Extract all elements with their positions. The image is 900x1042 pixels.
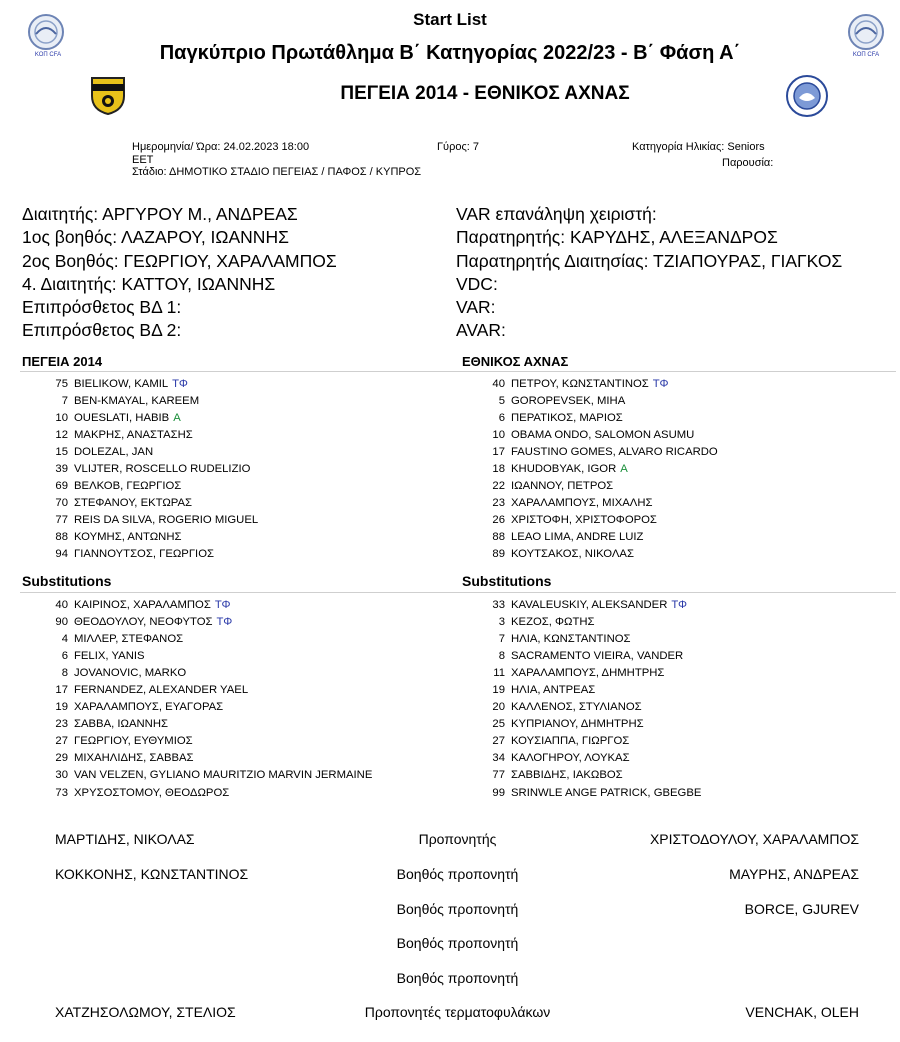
player-number: 4 [61, 633, 68, 646]
player-number: 99 [492, 786, 505, 799]
official-avar: AVAR: [456, 320, 506, 341]
official-referee-observer: Παρατηρητής Διαιτησίας: ΤΖΙΑΠΟΥΡΑΣ, ΓΙΑΓΚΟΣ [456, 250, 843, 271]
player-number: 88 [55, 531, 68, 544]
player-number: 88 [492, 531, 505, 544]
player-name: OBAMA ONDO, SALOMON ASUMU [511, 429, 695, 442]
away-staff-name: ΧΡΙΣΤΟΔΟΥΛΟΥ, ΧΑΡΑΛΑΜΠΟΣ [649, 831, 859, 847]
player-name: BIELIKOW, KAMIL [74, 378, 169, 390]
player-row [38, 478, 258, 495]
player-name: ΙΩΑΝΝΟΥ, ΠΕΤΡΟΣ [511, 480, 614, 493]
round: Γύρος: 7 [437, 141, 479, 153]
player-row [38, 427, 258, 444]
staff-role: Βοηθός προπονητή [396, 866, 519, 882]
player-name: ΒΕΛΚΟΒ, ΓΕΩΡΓΙΟΣ [74, 480, 182, 493]
officials-right [456, 203, 842, 343]
player-number: 33 [492, 599, 505, 611]
home-subs-header: Substitutions [22, 573, 112, 589]
player-row [38, 750, 372, 767]
player-row [38, 682, 372, 699]
player-name: ΧΑΡΑΛΑΜΠΟΥΣ, ΜΙΧΑΛΗΣ [511, 497, 653, 510]
goalkeeper-badge: ΤΦ [216, 616, 233, 629]
player-number: 70 [55, 497, 68, 510]
staff-role: Βοηθός προπονητή [396, 935, 519, 951]
player-number: 90 [55, 616, 68, 629]
player-name: ΧΑΡΑΛΑΜΠΟΥΣ, ΕΥΑΓΟΡΑΣ [74, 701, 224, 714]
player-name: BEN-KMAYAL, KAREEM [74, 395, 200, 408]
away-staff-name: ΜΑΥΡΗΣ, ΑΝΔΡΕΑΣ [729, 866, 859, 882]
match-date-time: Ημερομηνία/ Ώρα: 24.02.2023 18:00 [132, 141, 310, 153]
age-category: Κατηγορία Ηλικίας: Seniors [632, 141, 765, 153]
player-row [38, 597, 372, 614]
player-name: FERNANDEZ, ALEXANDER YAEL [74, 684, 249, 697]
goalkeeper-badge: ΤΦ [652, 378, 669, 390]
player-row [38, 461, 258, 478]
player-row [38, 444, 258, 461]
stadium: Στάδιο: ΔΗΜΟΤΙΚΟ ΣΤΑΔΙΟ ΠΕΓΕΙΑΣ / ΠΑΦΟΣ / ΚΥΠΡΟΣ [132, 166, 422, 178]
player-number: 29 [55, 752, 68, 765]
player-number: 15 [55, 446, 68, 459]
player-number: 23 [55, 718, 68, 731]
player-number: 40 [492, 378, 505, 390]
player-number: 27 [55, 735, 68, 748]
home-team-crest [88, 74, 128, 116]
attendance: Παρουσία: [722, 157, 774, 169]
player-name: ΚΑΙΡΙΝΟΣ, ΧΑΡΑΛΑΜΠΟΣ [74, 599, 211, 611]
divider [20, 592, 896, 593]
player-row [475, 648, 701, 665]
player-row [475, 631, 701, 648]
player-row [475, 682, 701, 699]
official-assistant-1: 1ος βοηθός: ΛΑΖΑΡΟΥ, ΙΩΑΝΝΗΣ [22, 227, 289, 248]
player-number: 19 [492, 684, 505, 697]
player-row [475, 767, 701, 784]
player-row [38, 631, 372, 648]
player-number: 25 [492, 718, 505, 731]
player-row [475, 495, 718, 512]
player-number: 77 [492, 769, 505, 782]
player-row [38, 733, 372, 750]
player-number: 6 [498, 412, 505, 425]
player-name: ΠΕΤΡΟΥ, ΚΩΝΣΤΑΝΤΙΝΟΣ [511, 378, 649, 390]
player-name: DOLEZAL, JAN [74, 446, 154, 459]
player-name: ΚΟΥΜΗΣ, ΑΝΤΩΝΗΣ [74, 531, 182, 544]
home-staff-name: ΜΑΡΤΙΔΗΣ, ΝΙΚΟΛΑΣ [55, 831, 195, 847]
player-row [475, 716, 701, 733]
player-name: ΘΕΟΔΟΥΛΟΥ, ΝΕΟΦΥΤΟΣ [74, 616, 213, 629]
player-row [475, 444, 718, 461]
player-number: 10 [492, 429, 505, 442]
player-name: ΚΟΥΤΣΑΚΟΣ, ΝΙΚΟΛΑΣ [511, 548, 634, 561]
staff-role: Βοηθός προπονητή [396, 901, 519, 917]
player-row [38, 410, 258, 427]
official-referee: Διαιτητής: ΑΡΓΥΡΟΥ Μ., ΑΝΔΡΕΑΣ [22, 204, 298, 224]
player-name: ΚΥΠΡΙΑΝΟΥ, ΔΗΜΗΤΡΗΣ [511, 718, 644, 731]
captain-badge: A [620, 463, 628, 476]
away-team-crest [785, 74, 829, 118]
home-team-header: ΠΕΓΕΙΑ 2014 [22, 354, 103, 369]
goalkeeper-badge: ΤΦ [172, 378, 188, 390]
start-list-title: Start List [413, 10, 487, 29]
player-number: 34 [492, 752, 505, 765]
away-staff-name: BORCE, GJUREV [744, 901, 859, 917]
home-staff-name: ΧΑΤΖΗΣΟΛΩΜΟΥ, ΣΤΕΛΙΟΣ [55, 1004, 236, 1020]
cfa-logo-text-left: ΚΟΠ CFA [34, 52, 62, 58]
player-row [475, 478, 718, 495]
official-additional-2: Επιπρόσθετος ΒΔ 2: [22, 320, 182, 341]
player-row [38, 495, 258, 512]
player-number: 73 [55, 786, 68, 799]
player-name: ΣΤΕΦΑΝΟΥ, ΕΚΤΩΡΑΣ [74, 497, 193, 510]
player-name: KHUDOBYAK, IGOR [511, 463, 617, 476]
player-number: 69 [55, 480, 68, 493]
player-number: 26 [492, 514, 505, 527]
captain-badge: A [173, 412, 181, 425]
player-name: LEAO LIMA, ANDRE LUIZ [511, 531, 644, 544]
player-row [475, 614, 701, 631]
player-row [38, 648, 372, 665]
player-row [475, 461, 718, 478]
player-name: ΧΡΙΣΤΟΦΗ, ΧΡΙΣΤΟΦΟΡΟΣ [511, 514, 657, 527]
player-number: 17 [492, 446, 505, 459]
player-name: ΣΑΒΒΑ, ΙΩΑΝΝΗΣ [74, 718, 168, 731]
player-row [38, 785, 372, 802]
player-row [475, 410, 718, 427]
player-number: 11 [493, 667, 505, 680]
official-additional-1: Επιπρόσθετος ΒΔ 1: [22, 297, 182, 318]
player-name: GOROPEVSEK, MIHA [511, 395, 626, 408]
player-number: 19 [55, 701, 68, 714]
away-starters-list [475, 376, 718, 564]
player-name: SACRAMENTO VIEIRA, VANDER [511, 650, 684, 663]
player-name: JOVANOVIC, MARKO [74, 667, 187, 680]
player-name: ΚΑΛΟΓΗΡΟΥ, ΛΟΥΚΑΣ [511, 752, 630, 765]
player-row [475, 393, 718, 410]
player-name: ΧΡΥΣΟΣΤΟΜΟΥ, ΘΕΟΔΩΡΟΣ [74, 786, 230, 799]
player-name: REIS DA SILVA, ROGERIO MIGUEL [74, 514, 259, 527]
player-number: 18 [492, 463, 505, 476]
cfa-logo-text-right: ΚΟΠ CFA [852, 52, 880, 58]
player-row [38, 699, 372, 716]
official-var: VAR: [456, 297, 496, 318]
player-name: ΠΕΡΑΤΙΚΟΣ, ΜΑΡΙΟΣ [511, 412, 623, 425]
player-row [475, 597, 701, 614]
player-name: ΓΙΑΝΝΟΥΤΣΟΣ, ΓΕΩΡΓΙΟΣ [74, 548, 214, 561]
player-number: 30 [55, 769, 68, 782]
player-row [475, 785, 701, 802]
official-vdc: VDC: [456, 273, 498, 294]
staff-role: Βοηθός προπονητή [396, 970, 519, 986]
player-number: 22 [492, 480, 505, 493]
player-name: SRINWLE ANGE PATRICK, GBEGBE [511, 786, 702, 799]
player-row [38, 665, 372, 682]
goalkeeper-badge: ΤΦ [671, 599, 688, 611]
player-number: 17 [55, 684, 68, 697]
player-name: ΜΙΛΛΕΡ, ΣΤΕΦΑΝΟΣ [74, 633, 184, 646]
player-name: ΜΑΚΡΗΣ, ΑΝΑΣΤΑΣΗΣ [74, 429, 193, 442]
player-row [38, 546, 258, 563]
player-number: 7 [498, 633, 505, 646]
player-number: 8 [498, 650, 505, 663]
player-number: 27 [492, 735, 505, 748]
player-number: 7 [61, 395, 68, 408]
player-name: ΓΕΩΡΓΙΟΥ, ΕΥΘΥΜΙΟΣ [74, 735, 193, 748]
away-team-header: ΕΘΝΙΚΟΣ ΑΧΝΑΣ [462, 354, 569, 369]
away-subs-list [475, 597, 701, 802]
player-name: ΗΛΙΑ, ΑΝΤΡΕΑΣ [511, 684, 596, 697]
player-number: 39 [55, 463, 68, 476]
player-number: 75 [55, 378, 68, 390]
player-row [38, 767, 372, 784]
player-row [38, 393, 258, 410]
home-starters-list [38, 376, 258, 564]
player-row [475, 427, 718, 444]
goalkeeper-badge: ΤΦ [214, 599, 231, 611]
player-row [475, 512, 718, 529]
player-number: 40 [55, 599, 68, 611]
player-number: 5 [498, 395, 505, 408]
player-number: 23 [492, 497, 505, 510]
player-row [475, 546, 718, 563]
officials-left [22, 203, 337, 343]
player-number: 89 [492, 548, 505, 561]
player-number: 77 [55, 514, 68, 527]
player-name: ΚΟΥΣΙΑΠΠΑ, ΓΙΩΡΓΟΣ [511, 735, 630, 748]
away-subs-header: Substitutions [462, 573, 552, 589]
player-row [475, 665, 701, 682]
player-name: VAN VELZEN, GYLIANO MAURITZIO MARVIN JERMAINE [74, 769, 373, 782]
player-number: 12 [55, 429, 68, 442]
player-name: OUESLATI, HABIB [74, 412, 170, 425]
player-number: 10 [55, 412, 68, 425]
player-name: VLIJTER, ROSCELLO RUDELIZIO [74, 463, 251, 476]
player-number: 20 [492, 701, 505, 714]
official-var-operator: VAR επανάληψη χειριστή: [456, 204, 657, 224]
timezone: EET [132, 154, 154, 166]
official-assistant-2: 2ος Βοηθός: ΓΕΩΡΓΙΟΥ, ΧΑΡΑΛΑΜΠΟΣ [22, 250, 337, 271]
match-title: ΠΕΓΕΙΑ 2014 - ΕΘΝΙΚΟΣ ΑΧΝΑΣ [340, 83, 630, 104]
home-subs-list [38, 597, 372, 802]
player-number: 8 [61, 667, 68, 680]
player-row [38, 512, 258, 529]
player-name: ΜΙΧΑΗΛΙΔΗΣ, ΣΑΒΒΑΣ [74, 752, 194, 765]
player-row [475, 750, 701, 767]
player-number: 3 [498, 616, 505, 629]
player-row [475, 376, 718, 393]
away-staff-name: VENCHAK, OLEH [745, 1004, 859, 1020]
official-observer: Παρατηρητής: ΚΑΡΥΔΗΣ, ΑΛΕΞΑΝΔΡΟΣ [456, 227, 778, 248]
divider [20, 371, 896, 372]
player-name: FELIX, YANIS [74, 650, 145, 663]
home-staff-name: ΚΟΚΚΟΝΗΣ, ΚΩΝΣΤΑΝΤΙΝΟΣ [55, 866, 249, 882]
player-name: KAVALEUSKIY, ALEKSANDER [511, 599, 668, 611]
player-row [475, 529, 718, 546]
player-name: ΗΛΙΑ, ΚΩΝΣΤΑΝΤΙΝΟΣ [511, 633, 631, 646]
player-row [475, 733, 701, 750]
competition-title: Παγκύπριο Πρωτάθλημα Β΄ Κατηγορίας 2022/23 - Β΄ Φάση Α΄ [159, 42, 741, 64]
player-name: ΚΕΖΟΣ, ΦΩΤΗΣ [511, 616, 595, 629]
player-row [38, 716, 372, 733]
player-row [475, 699, 701, 716]
player-number: 6 [61, 650, 68, 663]
official-fourth: 4. Διαιτητής: ΚΑΤΤΟΥ, ΙΩΑΝΝΗΣ [22, 273, 276, 294]
staff-role: Προπονητής [418, 831, 497, 847]
player-name: FAUSTINO GOMES, ALVARO RICARDO [511, 446, 718, 459]
player-number: 94 [55, 548, 68, 561]
player-name: ΧΑΡΑΛΑΜΠΟΥΣ, ΔΗΜΗΤΡΗΣ [511, 667, 665, 680]
player-row [38, 529, 258, 546]
player-name: ΣΑΒΒΙΔΗΣ, ΙΑΚΩΒΟΣ [511, 769, 623, 782]
player-row [38, 376, 258, 393]
player-row [38, 614, 372, 631]
player-name: ΚΑΛΛΕΝΟΣ, ΣΤΥΛΙΑΝΟΣ [511, 701, 642, 714]
staff-role: Προπονητές τερματοφυλάκων [364, 1004, 551, 1020]
